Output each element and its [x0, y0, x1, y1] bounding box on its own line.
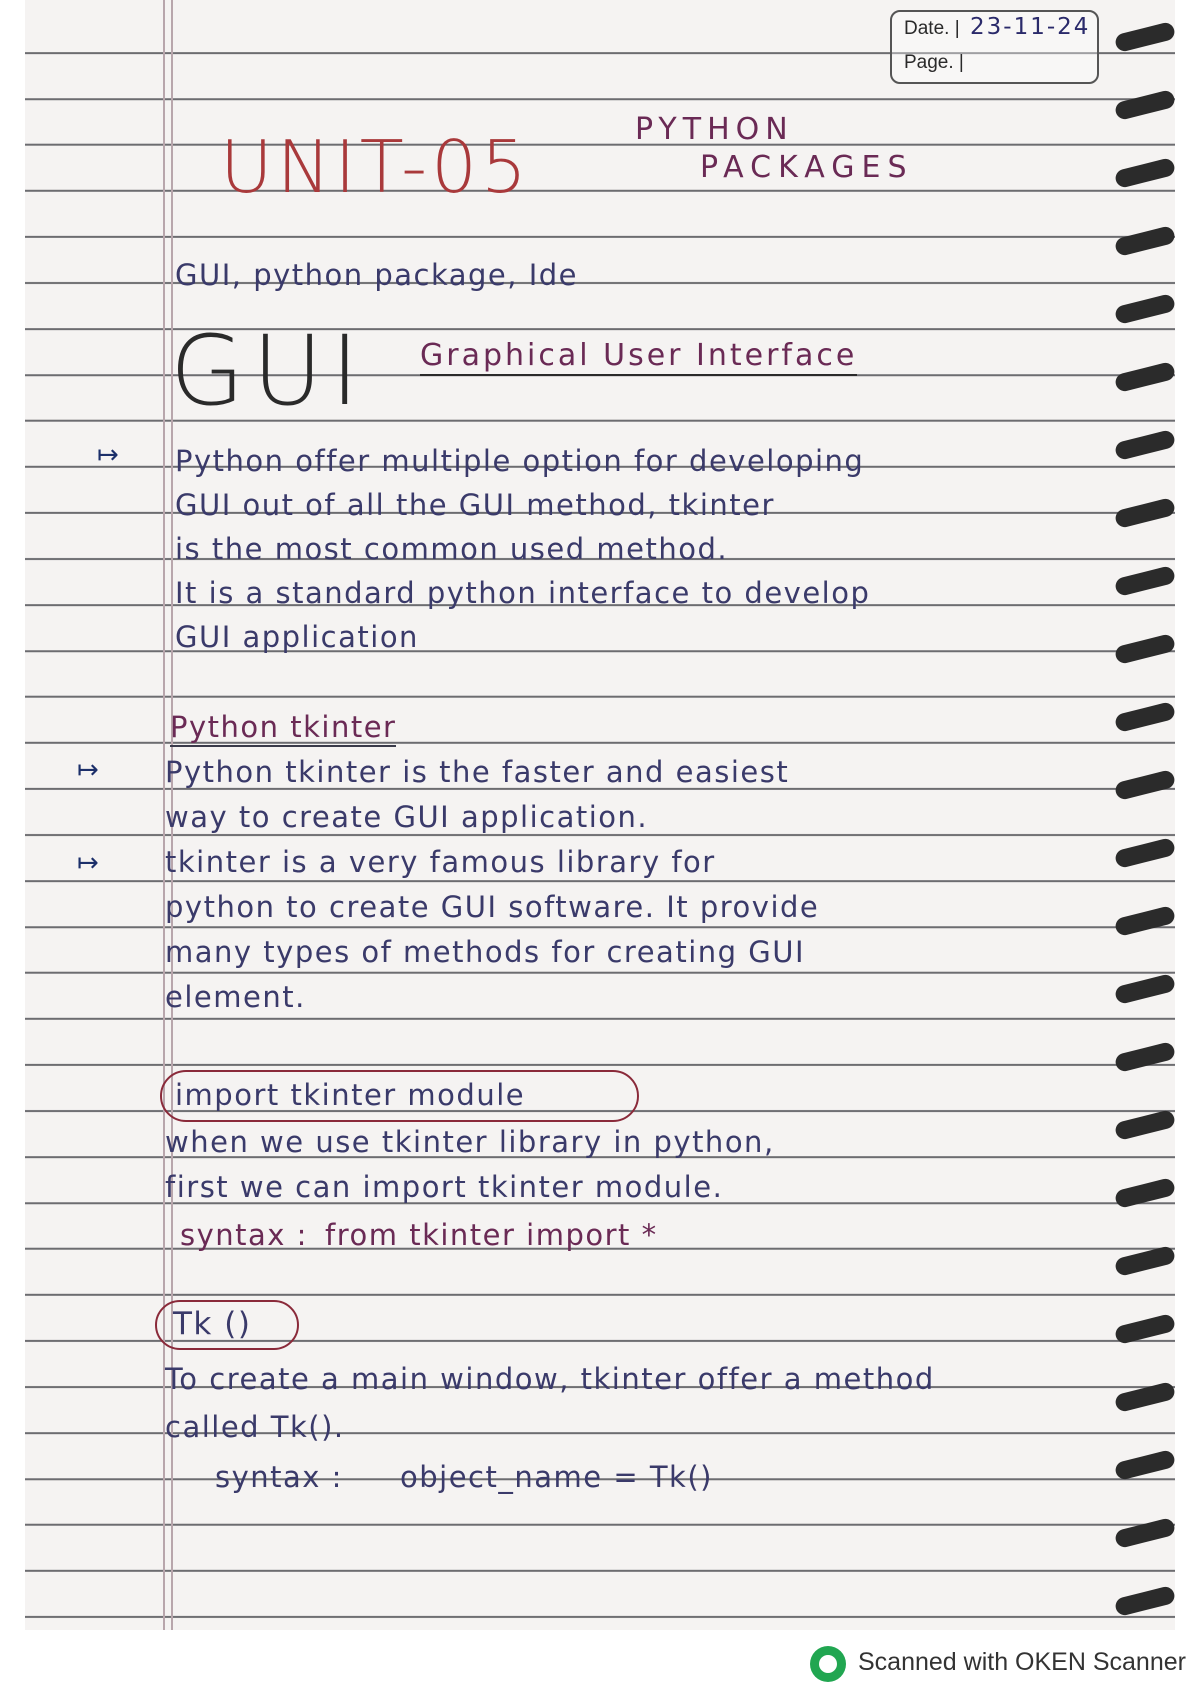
date-value: 23-11-24	[970, 14, 1091, 40]
syntax-label: syntax :	[180, 1218, 308, 1252]
gui-heading: GUI	[170, 315, 367, 427]
syntax-code: object_name = Tk()	[400, 1460, 713, 1494]
topic-line-2: PACKAGES	[700, 150, 914, 185]
import-line: when we use tkinter library in python,	[165, 1125, 775, 1159]
gui-line: It is a standard python interface to develop	[175, 576, 871, 610]
gui-line: GUI out of all the GUI method, tkinter	[175, 488, 775, 522]
syntax-label: syntax :	[215, 1460, 343, 1494]
tk-heading: Tk ()	[173, 1306, 252, 1342]
unit-title: UNIT-05	[220, 125, 531, 209]
tkinter-heading: Python tkinter	[170, 710, 396, 747]
tkinter-line: tkinter is a very famous library for	[165, 845, 716, 879]
notebook-page	[25, 0, 1175, 1630]
tk-line: To create a main window, tkinter offer a method	[165, 1362, 935, 1396]
arrow-right-icon: ↦	[77, 848, 99, 878]
oken-scanner-logo-icon	[810, 1646, 846, 1682]
import-line: first we can import tkinter module.	[165, 1170, 724, 1204]
contents-line: GUI, python package, Ide	[175, 258, 579, 292]
gui-line: Python offer multiple option for developing	[175, 444, 865, 478]
arrow-right-icon: ↦	[97, 440, 119, 470]
date-label: Date. |	[904, 18, 960, 39]
tk-line: called Tk().	[165, 1410, 345, 1444]
gui-subtitle: Graphical User Interface	[420, 338, 857, 376]
topic-line-1: PYTHON	[635, 112, 794, 147]
gui-line: GUI application	[175, 620, 419, 654]
tkinter-line: python to create GUI software. It provide	[165, 890, 820, 924]
import-heading: import tkinter module	[175, 1078, 526, 1112]
date-box	[890, 10, 1099, 84]
arrow-right-icon: ↦	[77, 755, 99, 785]
tkinter-line: many types of methods for creating GUI	[165, 935, 806, 969]
tkinter-line: way to create GUI application.	[165, 800, 649, 834]
footer-text: Scanned with OKEN Scanner	[858, 1648, 1186, 1676]
gui-line: is the most common used method.	[175, 532, 729, 566]
syntax-code: from tkinter import *	[325, 1218, 658, 1252]
page-label: Page. |	[904, 52, 964, 73]
tkinter-line: element.	[165, 980, 306, 1014]
tkinter-line: Python tkinter is the faster and easiest	[165, 755, 790, 789]
